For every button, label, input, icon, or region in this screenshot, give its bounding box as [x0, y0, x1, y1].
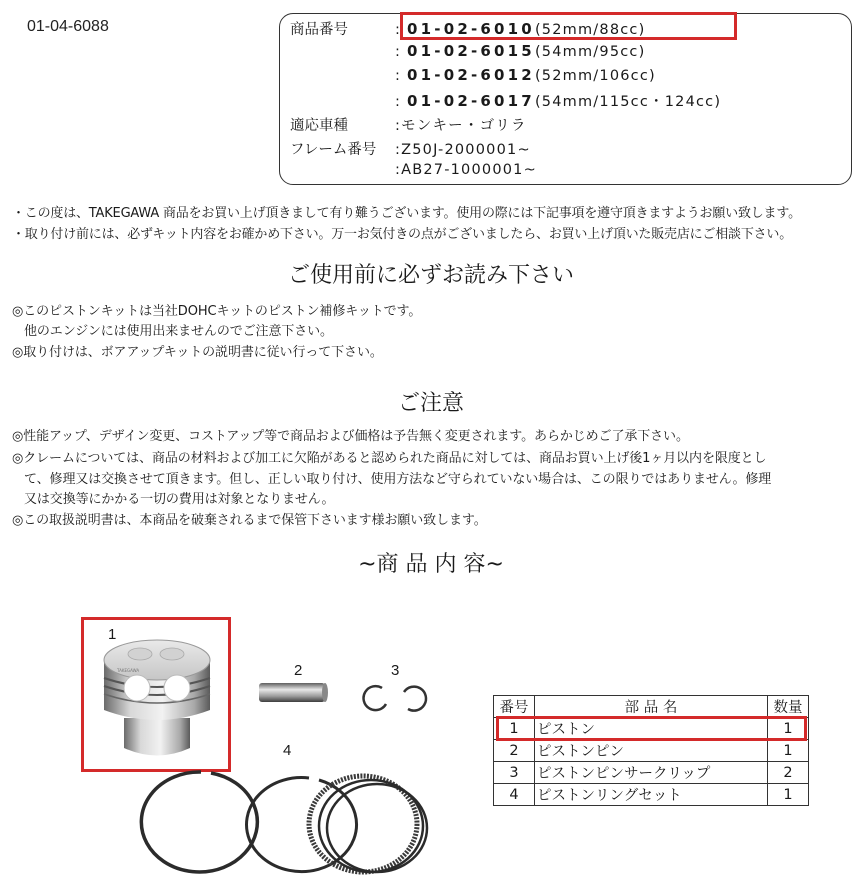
product-row-1: 商品番号 : 01-02-6010(52mm/88cc): [290, 20, 646, 38]
table-row: [494, 762, 809, 784]
document-number: 01-04-6088: [27, 18, 109, 35]
product-spec: (52mm/88cc): [534, 22, 646, 38]
vehicle-value: :モンキー・ゴリラ: [395, 118, 527, 134]
caution-line: 又は交換等にかかる一切の費用は対象となりません。: [24, 492, 335, 507]
header-part-name: 部 品 名: [535, 696, 768, 718]
product-code: 01-02-6010: [407, 20, 535, 38]
row-number: 1: [494, 718, 535, 740]
caution-line: て、修理又は交換させて頂きます。但し、正しい取り付け、使用方法など守られていない場合は、この限りではありません。修理: [24, 472, 772, 487]
row-quantity: 1: [768, 784, 809, 806]
highlight-table-row-1: [496, 716, 807, 741]
circlip-image: [356, 682, 434, 714]
part-label-3: 3: [391, 662, 400, 679]
product-row-4: : 01-02-6017(54mm/115cc・124cc): [395, 92, 722, 110]
product-code: 01-02-6015: [407, 42, 535, 60]
caution-line: ◎クレームについては、商品の材料および加工に欠陥があると認められた商品に対しては、商品お買い上げ後1ヶ月以内を限度とし: [12, 451, 767, 466]
frame-row-1: [290, 138, 531, 159]
table-row: [494, 740, 809, 762]
header-quantity: 数量: [768, 696, 809, 718]
before-use-line: 他のエンジンには使用出来ませんのでご注意下さい。: [24, 324, 333, 339]
product-number-label: 商品番号: [290, 22, 348, 38]
caution-line: ◎この取扱説明書は、本商品を破棄されるまで保管下さいます様お願い致します。: [12, 513, 487, 528]
table-header: [494, 696, 809, 718]
row-part-name: ピストンリングセット: [535, 784, 768, 806]
row-number: 2: [494, 740, 535, 762]
product-spec: (54mm/95cc): [534, 44, 646, 60]
product-code: 01-02-6017: [407, 92, 535, 110]
piston-pin-image: [255, 680, 331, 706]
row-part-name: ピストンピン: [535, 740, 768, 762]
product-row-2: : 01-02-6015(54mm/95cc): [395, 42, 646, 60]
piston-ring-set-image: [133, 764, 431, 880]
note-line: ・この度は、TAKEGAWA 商品をお買い上げ頂きまして有り難うございます。使用の際には下記事項を遵守頂きますようお願い致します。: [12, 206, 801, 221]
note-line: ・取り付け前には、必ずキット内容をお確かめ下さい。万一お気付きの点がございましたら、お買い上げ頂いた販売店にご相談下さい。: [12, 227, 793, 242]
highlight-piston: [81, 617, 231, 772]
row-part-name: ピストンピンサークリップ: [535, 762, 768, 784]
product-spec: (54mm/115cc・124cc): [534, 94, 722, 110]
frame-row-2: [290, 162, 537, 178]
row-quantity: 1: [768, 740, 809, 762]
parts-table: [493, 695, 809, 806]
product-spec: (52mm/106cc): [534, 68, 656, 84]
part-label-2: 2: [294, 662, 303, 679]
row-number: 3: [494, 762, 535, 784]
product-row-3: : 01-02-6012(52mm/106cc): [395, 66, 656, 84]
caution-heading: ご注意: [397, 391, 464, 416]
row-number: 4: [494, 784, 535, 806]
header-number: 番号: [494, 696, 535, 718]
vehicle-label: 適応車種: [290, 118, 348, 134]
frame-value: :AB27-1000001~: [395, 162, 537, 178]
table-row: [494, 784, 809, 806]
frame-value: :Z50J-2000001~: [395, 142, 531, 158]
before-use-heading: ご使用前に必ずお読み下さい: [287, 263, 574, 288]
svg-text:TAKEGAWA: TAKEGAWA: [117, 668, 140, 673]
vehicle-row: [290, 114, 527, 135]
row-quantity: 1: [768, 718, 809, 740]
part-label-1: 1: [108, 626, 117, 643]
highlight-product-code: [400, 12, 737, 40]
before-use-line: ◎このピストンキットは当社DOHCキットのピストン補修キットです。: [12, 304, 422, 319]
row-quantity: 2: [768, 762, 809, 784]
part-label-4: 4: [283, 742, 292, 759]
before-use-line: ◎取り付けは、ボアアップキットの説明書に従い行って下さい。: [12, 345, 383, 360]
row-part-name: ピストン: [535, 718, 768, 740]
contents-heading: ~商 品 内 容~: [358, 552, 504, 577]
product-code: 01-02-6012: [407, 66, 535, 84]
caution-line: ◎性能アップ、デザイン変更、コストアップ等で商品および価格は予告無く変更されます。あらかじめご了承下さい。: [12, 429, 689, 444]
frame-label: フレーム番号: [290, 142, 377, 158]
